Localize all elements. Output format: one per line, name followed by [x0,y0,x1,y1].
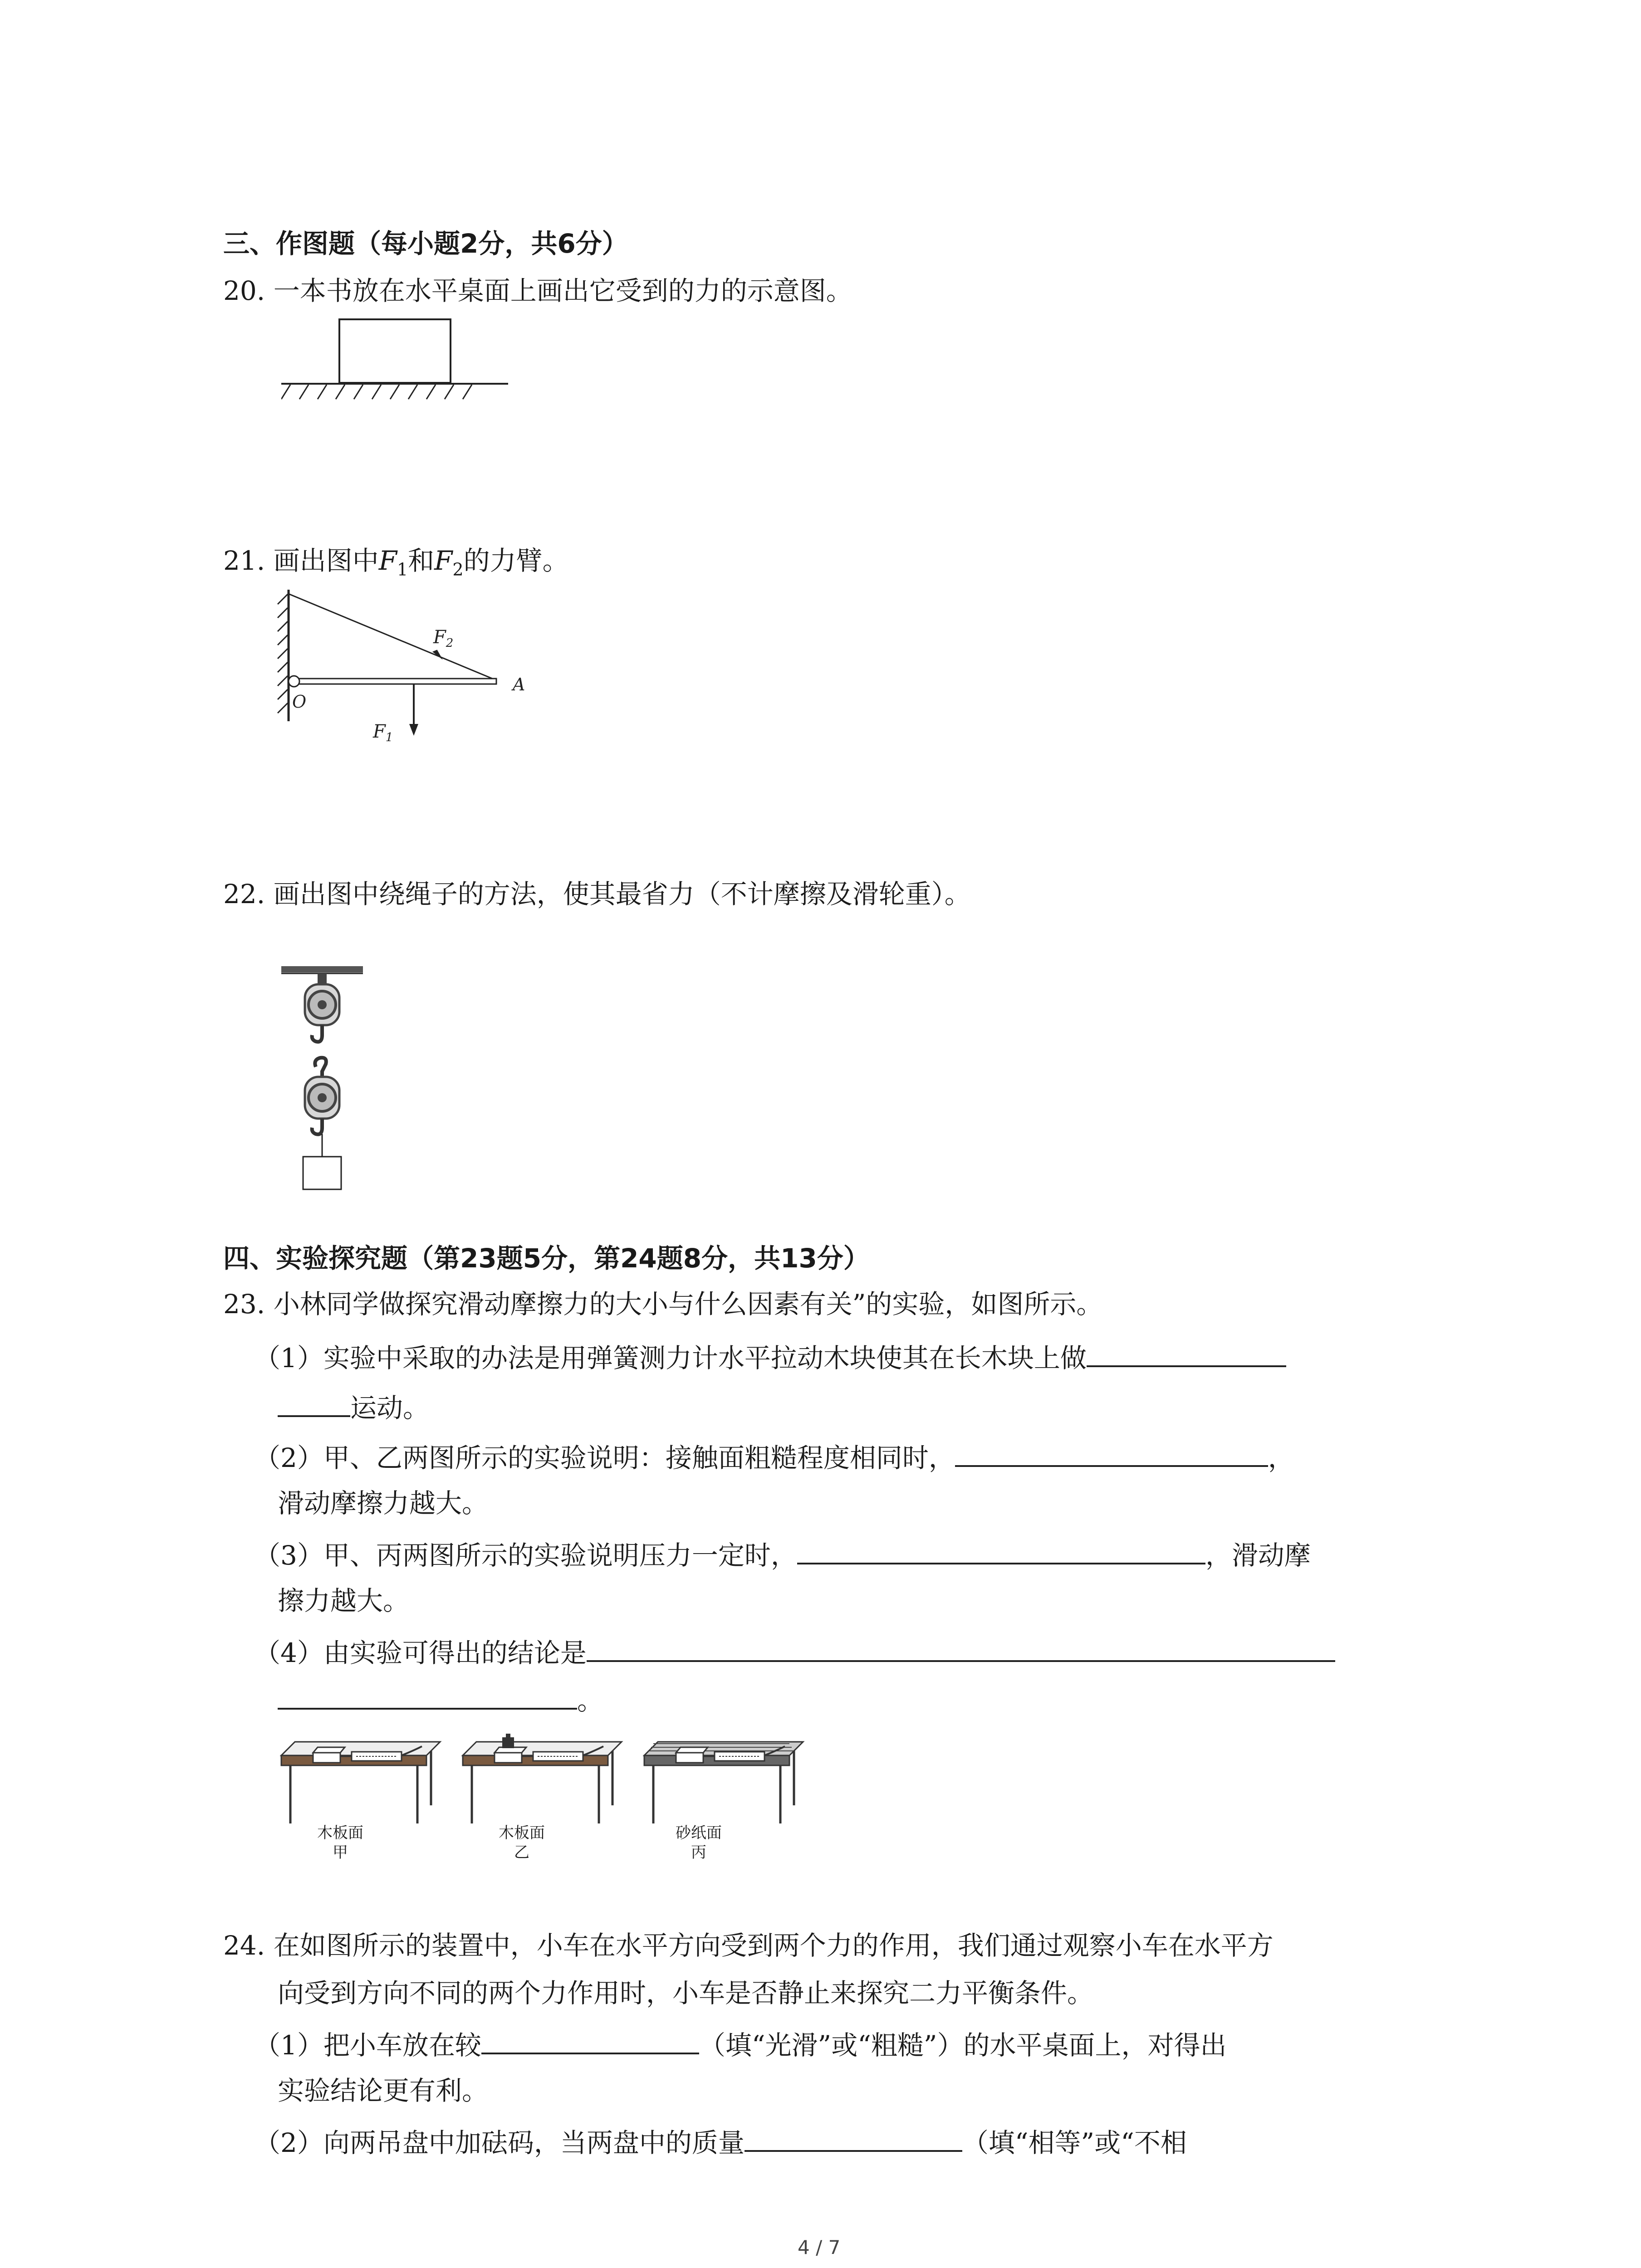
lever-rod [295,679,496,684]
book-rect [339,319,451,383]
caption-yi: 木板面 乙 [499,1824,545,1862]
q23-part3-line2: 擦力越大。 [278,1585,410,1616]
rope-line [289,594,495,679]
question-21: 21. 画出图中$F_1$和$F_2$的力臂。 [223,545,569,580]
movable-pulley-top-hook [315,1058,326,1078]
caption-jia: 木板面 甲 [317,1824,363,1862]
q24-part1-line2: 实验结论更有利。 [278,2075,489,2106]
weight [502,1737,514,1748]
page-number: 4 / 7 [798,2236,841,2258]
question-20 [223,275,852,306]
label-F1: $F_1$ [373,721,393,744]
label-O: O [292,692,307,712]
question-23 [223,1289,1103,1320]
setup-yi [463,1734,622,1823]
question-number: 21. [223,545,265,576]
answer-blank[interactable] [481,2030,699,2054]
pivot-O [289,676,299,687]
lever-figure [268,590,549,753]
answer-blank[interactable] [955,1442,1268,1467]
caption-bing: 砂纸面 丙 [676,1824,722,1862]
wood-block [313,1753,340,1763]
question-number: 23. [223,1289,265,1320]
question-number: 24. [223,1930,265,1961]
answer-blank[interactable] [745,2127,962,2152]
q24-part1-line1: （1）把小车放在较 （填“光滑”或“粗糙”）的水平桌面上，对得出 [254,2030,1227,2061]
q23-part2-line2: 滑动摩擦力越大。 [278,1488,489,1519]
wall-hatching [278,594,288,713]
question-22 [223,881,971,907]
answer-blank[interactable] [587,1637,1335,1662]
q23-part1-line2: 运动。 [278,1393,429,1421]
q24-part2-line1: （2）向两吊盘中加砝码，当两盘中的质量 （填“相等”或“不相 [254,2127,1187,2158]
label-A: A [513,675,525,694]
answer-blank[interactable] [278,1685,577,1710]
section-3-title: 三、作图题（每小题2分，共6分） [223,228,628,259]
setup-bing [644,1742,803,1823]
fixed-pulley-hook [312,1025,322,1042]
q23-part3-line1: （3）甲、丙两图所示的实验说明压力一定时， ，滑动摩 [254,1540,1311,1571]
load-block [303,1157,341,1189]
question-text: 画出图中绕绳子的方法，使其最省力（不计摩擦及滑轮重）。 [273,879,971,909]
question-24-line2: 向受到方向不同的两个力作用时，小车是否静止来探究二力平衡条件。 [278,1978,1094,2009]
movable-pulley-hook [312,1119,322,1134]
question-number: 20. [223,275,265,306]
answer-blank[interactable] [278,1393,350,1417]
setup-jia [281,1742,440,1823]
q23-part4-line1: （4）由实验可得出的结论是 [254,1637,1335,1666]
answer-blank[interactable] [797,1540,1205,1564]
ceiling [281,966,363,973]
q23-part1-line1: （1）实验中采取的办法是用弹簧测力计水平拉动木块使其在长木块上做 [254,1343,1286,1371]
q23-part2-line1: （2）甲、乙两图所示的实验说明：接触面粗糙程度相同时， ， [254,1442,1294,1473]
label-F2: $F_2$ [433,627,454,650]
pulley-system-figure [277,966,367,1220]
question-number: 22. [223,879,265,909]
table-hatching [281,385,472,399]
section-4-title: 四、实验探究题（第23题5分，第24题8分，共13分） [223,1243,870,1274]
friction-experiment-figures [277,1728,826,1833]
book-on-table-figure [281,313,517,404]
question-text: 一本书放在水平桌面上画出它受到的力的示意图。 [273,275,852,306]
answer-blank[interactable] [1087,1343,1286,1367]
f1-arrowhead [409,724,418,736]
question-24-line1: 24. 在如图所示的装置中，小车在水平方向受到两个力的作用，我们通过观察小车在水平方 [223,1930,1274,1961]
question-text: 小林同学做探究滑动摩擦力的大小与什么因素有关”的实验，如图所示。 [273,1289,1103,1320]
wood-block [495,1753,522,1763]
wood-block [676,1753,703,1763]
q23-part4-line2: 。 [278,1685,603,1714]
